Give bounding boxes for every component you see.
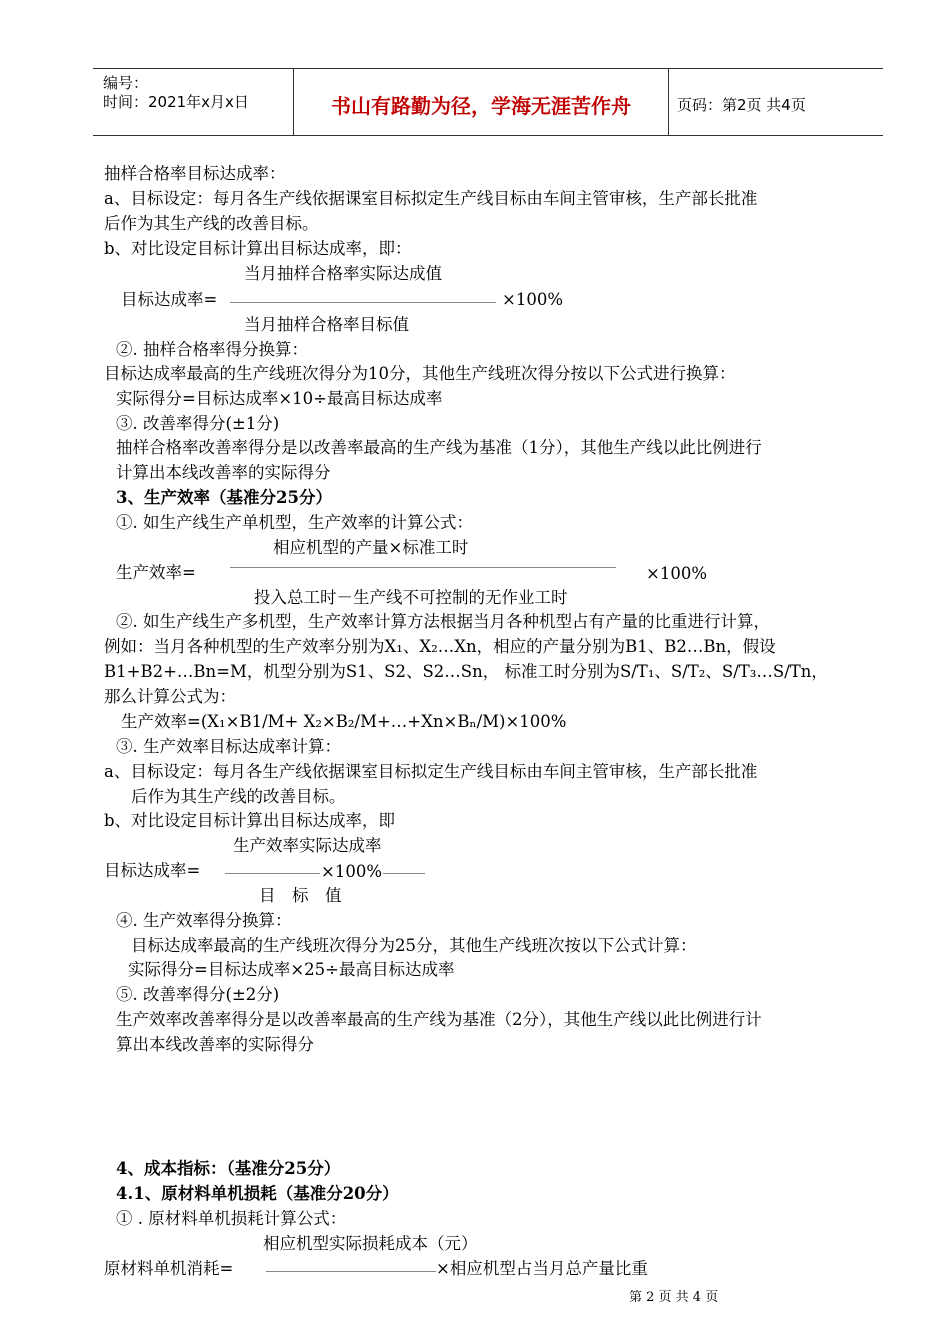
paragraph-line: 后作为其生产线的改善目标。 xyxy=(131,787,346,806)
paragraph-line: 目标达成率最高的生产线班次得分为10分，其他生产线班次得分按以下公式进行换算： xyxy=(104,364,736,383)
formula-denominator: 投入总工时－生产线不可控制的无作业工时 xyxy=(254,588,568,607)
paragraph-line: ⑤. 改善率得分(±2分) xyxy=(116,985,280,1004)
paragraph-line: 抽样合格率改善率得分是以改善率最高的生产线为基准（1分），其他生产线以此比例进行 xyxy=(116,438,762,457)
formula-numerator: 相应机型实际损耗成本（元） xyxy=(263,1234,478,1253)
fraction-bar xyxy=(230,302,496,303)
paragraph-line: B1+B2+…Bn=M，机型分别为S1、S2、S2…Sn， 标准工时分别为S/T₁、S/T₂、S/T₃…S/Tn， xyxy=(104,662,828,681)
header-page-label: 页码：第2页 共4页 xyxy=(677,96,806,114)
formula-multiplier: ×100% xyxy=(321,862,382,881)
paragraph-line: ① . 原材料单机损耗计算公式： xyxy=(116,1209,347,1228)
formula-lhs: 目标达成率= xyxy=(104,861,201,880)
header-bottom-border xyxy=(93,135,883,136)
formula-multiplier: ×100% xyxy=(502,290,563,309)
paragraph-line: 生产效率改善率得分是以改善率最高的生产线为基准（2分），其他生产线以此比例进行计 xyxy=(116,1010,762,1029)
formula-line: 生产效率=(X₁×B1/M+ X₂×B₂/M+…+Xn×Bₙ/M)×100% xyxy=(121,712,567,731)
header-time-label: 时间：2021年x月x日 xyxy=(103,93,249,111)
section-heading: 4、成本指标：（基准分25分） xyxy=(116,1159,341,1178)
formula-denominator: 目 标 值 xyxy=(259,886,342,905)
section-heading: 抽样合格率目标达成率： xyxy=(104,164,286,183)
paragraph-line: ③. 改善率得分(±1分) xyxy=(116,414,280,433)
formula-numerator: 当月抽样合格率实际达成值 xyxy=(244,264,442,283)
paragraph-line: 后作为其生产线的改善目标。 xyxy=(104,214,319,233)
header-top-border xyxy=(93,68,883,69)
formula-lhs: 目标达成率= xyxy=(121,290,218,309)
fraction-bar xyxy=(230,567,616,568)
formula-numerator: 相应机型的产量×标准工时 xyxy=(273,538,469,557)
paragraph-line: ②. 如生产线生产多机型，生产效率计算方法根据当月各种机型占有产量的比重进行计算， xyxy=(116,612,770,631)
paragraph-line: 实际得分=目标达成率×25÷最高目标达成率 xyxy=(128,960,455,979)
paragraph-line: ②. 抽样合格率得分换算： xyxy=(116,340,308,359)
section-heading: 3、生产效率（基准分25分） xyxy=(116,488,332,507)
header-motto: 书山有路勤为径，学海无涯苦作舟 xyxy=(331,94,631,118)
formula-lhs: 原材料单机消耗= xyxy=(104,1259,234,1278)
section-heading: 4.1、原材料单机损耗（基准分20分） xyxy=(116,1184,399,1203)
header-number-label: 编号： xyxy=(103,74,149,92)
page-footer: 第 2 页 共 4 页 xyxy=(629,1290,719,1305)
header-divider xyxy=(293,68,294,136)
paragraph-line: a、目标设定：每月各生产线依据课室目标拟定生产线目标由车间主管审核，生产部长批准 xyxy=(104,189,758,208)
paragraph-line: 例如：当月各种机型的生产效率分别为X₁、X₂…Xn，相应的产量分别为B1、B2…Bn，假设 xyxy=(104,637,776,656)
paragraph-line: 那么计算公式为： xyxy=(104,687,236,706)
paragraph-line: b、对比设定目标计算出目标达成率，即 xyxy=(104,811,396,830)
formula-numerator: 生产效率实际达成率 xyxy=(233,836,382,855)
paragraph-line: 算出本线改善率的实际得分 xyxy=(116,1035,314,1054)
formula-multiplier: ×相应机型占当月总产量比重 xyxy=(436,1259,648,1278)
header-divider xyxy=(668,68,669,136)
paragraph-line: 计算出本线改善率的实际得分 xyxy=(116,463,331,482)
formula-multiplier: ×100% xyxy=(646,564,707,583)
paragraph-line: ④. 生产效率得分换算： xyxy=(116,911,292,930)
paragraph-line: b、对比设定目标计算出目标达成率，即： xyxy=(104,239,412,258)
paragraph-line: ①. 如生产线生产单机型，生产效率的计算公式： xyxy=(116,513,473,532)
formula-lhs: 生产效率= xyxy=(116,563,196,582)
paragraph-line: 实际得分=目标达成率×10÷最高目标达成率 xyxy=(116,389,443,408)
paragraph-line: ③. 生产效率目标达成率计算： xyxy=(116,737,341,756)
paragraph-line: 目标达成率最高的生产线班次得分为25分，其他生产线班次按以下公式计算： xyxy=(131,936,697,955)
paragraph-line: a、目标设定：每月各生产线依据课室目标拟定生产线目标由车间主管审核，生产部长批准 xyxy=(104,762,758,781)
fraction-bar xyxy=(266,1271,436,1272)
formula-denominator: 当月抽样合格率目标值 xyxy=(244,315,409,334)
